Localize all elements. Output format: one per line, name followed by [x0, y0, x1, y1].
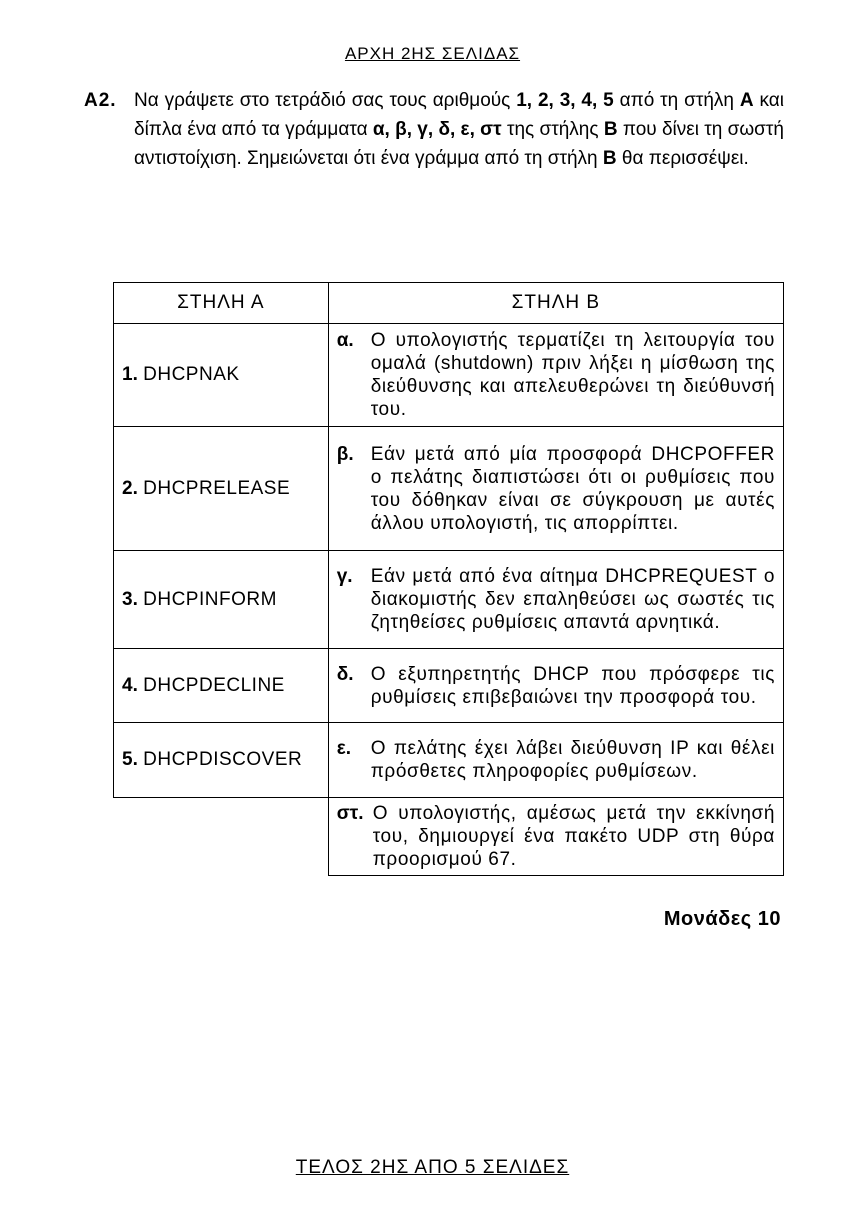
item-description: Ο εξυπηρετητής DHCP που πρόσφερε τις ρυθμίσεις επιβεβαιώνει την προσφορά του. — [370, 663, 775, 708]
page-header: ΑΡΧΗ 2ΗΣ ΣΕΛΙΔΑΣ — [344, 44, 521, 63]
item-number: 3. — [122, 588, 138, 610]
item-number: 5. — [122, 749, 138, 770]
item-name: DHCPDISCOVER — [143, 749, 303, 770]
table-row — [114, 649, 784, 723]
column-a-item — [114, 324, 329, 427]
item-letter: α. — [336, 330, 354, 351]
table-header-row — [114, 283, 784, 324]
column-b-header: ΣΤΗΛΗ Β — [328, 283, 783, 324]
column-b-item — [328, 649, 783, 723]
item-description: Ο υπολογιστής, αμέσως μετά την εκκίνησή του, δημιουργεί ένα πακέτο UDP στη θύρα προορισμού 67. — [372, 803, 775, 870]
column-a-item — [114, 427, 329, 551]
points-label: Μονάδες 10 — [663, 908, 781, 930]
item-letter: β. — [336, 443, 354, 465]
table-row — [114, 798, 784, 876]
column-a-item — [114, 551, 329, 649]
column-a-item — [114, 723, 329, 798]
table-row — [114, 324, 784, 427]
item-description: Ο πελάτης έχει λάβει διεύθυνση IP και θέλει πρόσθετες πληροφορίες ρυθμίσεων. — [370, 738, 775, 782]
item-name: DHCPDECLINE — [143, 674, 285, 696]
column-a-header: ΣΤΗΛΗ Α — [114, 283, 329, 324]
empty-cell — [114, 798, 329, 876]
table-row — [114, 427, 784, 551]
question-block — [84, 86, 784, 173]
column-b-item — [328, 798, 783, 876]
table-row — [114, 551, 784, 649]
item-number: 1. — [122, 364, 138, 385]
column-b-item — [328, 324, 783, 427]
question-number: Α2. — [84, 90, 117, 111]
item-letter: δ. — [336, 663, 354, 685]
item-letter: ε. — [336, 738, 352, 759]
question-text: Να γράψετε στο τετράδιό σας τους αριθμούς 1, 2, 3, 4, 5 από τη στήλη Α και δίπλα ένα από τα γράμματα α, β, γ, δ, ε, στ της στήλης Β που δίνει τη σωστή αντιστοίχιση. Σημειώνεται ότι ένα γράμμα από τη στήλη Β θα περισσέψει. — [134, 90, 784, 169]
item-name: DHCPINFORM — [143, 588, 277, 610]
item-description: Εάν μετά από μία προσφορά DHCPOFFER ο πελάτης διαπιστώσει ότι οι ρυθμίσεις που του δόθηκαν είναι σε σύγκρουση με αυτές άλλου υπολογιστή, τις απορρίπτει. — [370, 443, 775, 534]
column-b-item — [328, 551, 783, 649]
item-letter: στ. — [336, 803, 364, 824]
column-b-item — [328, 427, 783, 551]
item-description: Ο υπολογιστής τερματίζει τη λειτουργία του ομαλά (shutdown) πριν λήξει η μίσθωση της διεύθυνσης και απελευθερώνει τη διεύθυνσή του. — [370, 330, 775, 420]
table-row — [114, 723, 784, 798]
item-number: 2. — [122, 477, 138, 499]
page-footer: ΤΕΛΟΣ 2ΗΣ ΑΠΟ 5 ΣΕΛΙΔΕΣ — [295, 1157, 570, 1178]
item-name: DHCPNAK — [143, 364, 240, 385]
column-a-item — [114, 649, 329, 723]
matching-table — [113, 282, 784, 876]
item-description: Εάν μετά από ένα αίτημα DHCPREQUEST ο διακομιστής δεν επαληθεύσει ως σωστές τις ζητηθείσες ρυθμίσεις απαντά αρνητικά. — [370, 566, 775, 633]
item-letter: γ. — [336, 566, 353, 587]
item-name: DHCPRELEASE — [143, 477, 291, 499]
column-b-item — [328, 723, 783, 798]
item-number: 4. — [122, 674, 138, 696]
